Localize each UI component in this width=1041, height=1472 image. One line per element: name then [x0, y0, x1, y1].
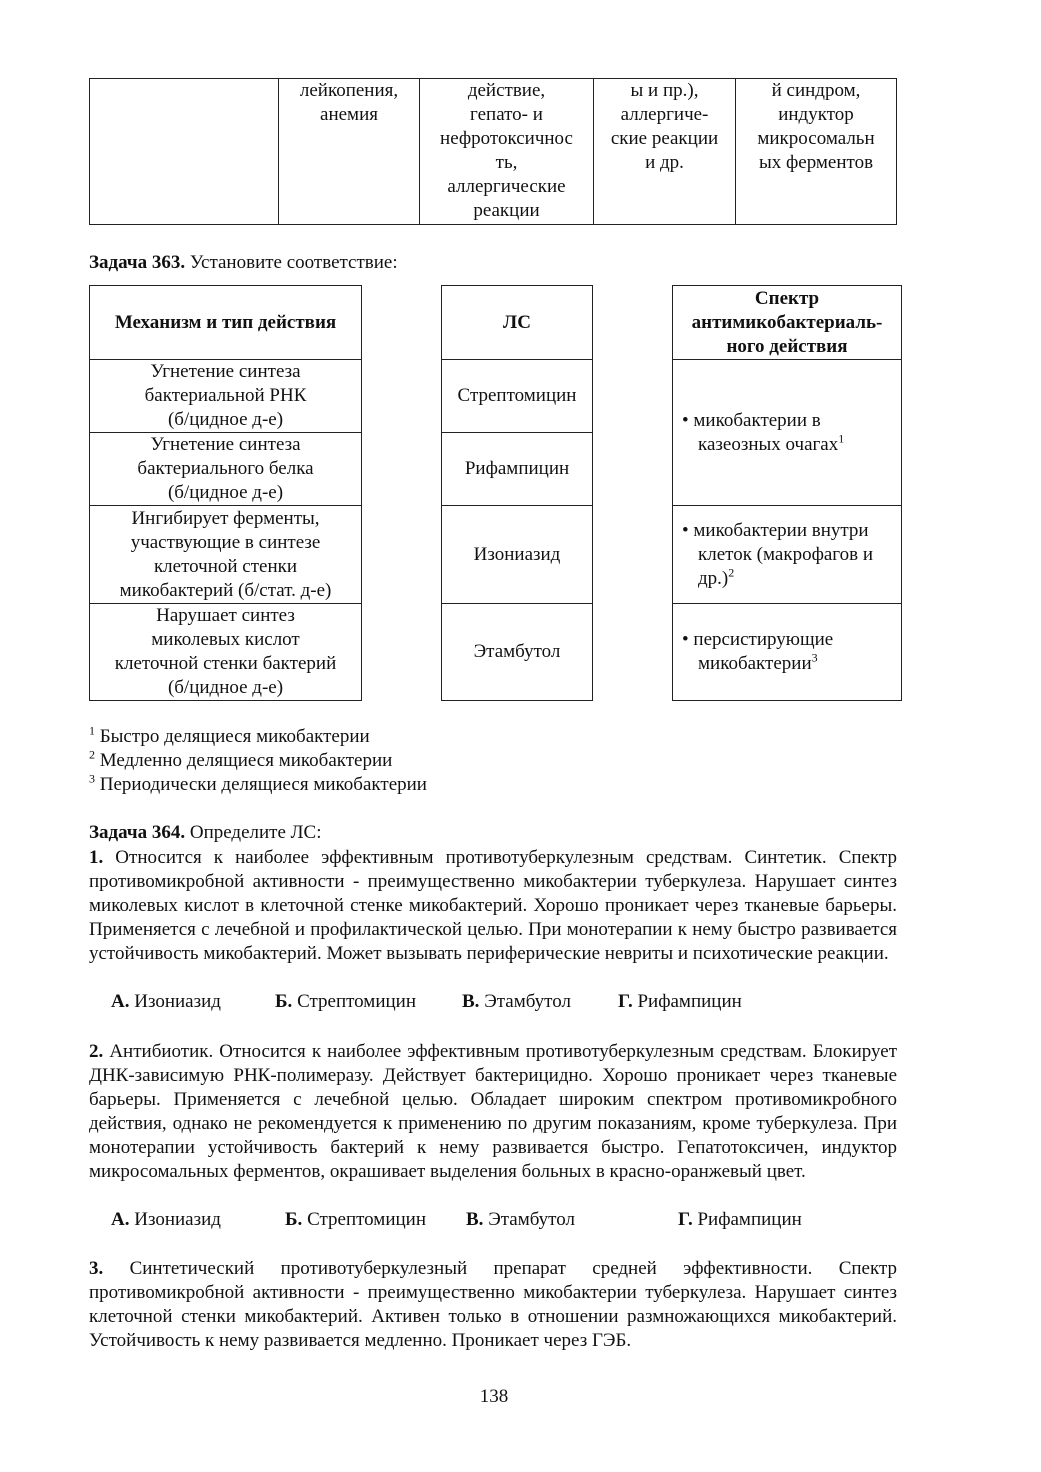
answer-options-2	[111, 1208, 851, 1232]
answer-option[interactable]: Г. Рифампицин	[678, 1209, 802, 1230]
drug-header: ЛС	[442, 286, 593, 360]
page-number: 138	[479, 1386, 509, 1407]
footnote: $^1$ Быстро делящиеся микобактерии	[89, 723, 370, 747]
question-text: Относится к наиболее эффективным противотуберкулезным средствам. Синтетик. Спектр противомикробной активности - преимущественно микобактерии туберкулеза. Нарушает синтез миколевых кислот в клеточной стенке микобактерий. Хорошо проникает через тканевые барьеры. Применяется с лечебной и профилактической целью. При монотерапии к нему быстро развивается устойчивость микобактерий. Может вызывать периферические невриты и психотические реакции.	[89, 847, 897, 964]
table-cell	[90, 79, 279, 225]
table-cell: действие, гепато- и нефротоксичнос ть, аллергические реакции	[420, 79, 594, 225]
table-cell: й синдром, индуктор микросомальн ых ферментов	[736, 79, 897, 225]
answer-option[interactable]: Г. Рифампицин	[618, 991, 742, 1012]
task-364-heading	[89, 822, 322, 844]
mechanism-cell: Угнетение синтеза бактериального белка (б/цидное д-е)	[90, 433, 362, 506]
table-cell: лейкопения, анемия	[279, 79, 420, 225]
mechanism-cell: Ингибирует ферменты, участвующие в синтезе клеточной стенки микобактерий (б/стат. д-е)	[90, 506, 362, 604]
continuation-table	[89, 78, 897, 225]
spectrum-cell: • микобактерии внутри клеток (макрофагов и др.)$^2$	[673, 506, 902, 604]
drug-cell: Рифампицин	[442, 433, 593, 506]
mechanism-cell: Угнетение синтеза бактериальной РНК (б/цидное д-е)	[90, 360, 362, 433]
spectrum-cell: • персистирующие микобактерии$^3$	[673, 604, 902, 701]
task-instruction: Установите соответствие:	[185, 252, 398, 273]
answer-option[interactable]: А. Изониазид	[111, 991, 221, 1012]
answer-option[interactable]: Б. Стрептомицин	[285, 1209, 427, 1230]
answer-option[interactable]: Б. Стрептомицин	[275, 991, 417, 1012]
question-text: Антибиотик. Относится к наиболее эффективным противотуберкулезным средствам. Блокирует ДНК-зависимую РНК-полимеразу. Действует бактерицидно. Хорошо проникает через тканевые барьеры. Применяется с лечебной целью. Обладает широким спектром противомикробного действия, однако не рекомендуется к применению по другим показаниям, кроме туберкулеза. При монотерапии устойчивость бактерий к нему развивается быстро. Гепатотоксичен, индуктор микросомальных ферментов, окрашивает выделения больных в красно-оранжевый цвет.	[89, 1041, 897, 1182]
drug-table	[441, 285, 593, 701]
spectrum-table	[672, 285, 902, 701]
drug-cell: Этамбутол	[442, 604, 593, 701]
footnotes	[89, 725, 427, 797]
drug-cell: Стрептомицин	[442, 360, 593, 433]
footnote: $^3$ Периодически делящиеся микобактерии	[89, 771, 427, 795]
answer-option[interactable]: А. Изониазид	[111, 1209, 221, 1230]
answer-options-1	[111, 990, 811, 1014]
task-label: Задача 363.	[89, 252, 186, 273]
spectrum-header: Спектр антимикобактериаль- ного действия	[673, 286, 902, 360]
spectrum-cell: • микобактерии в казеозных очагах$^1$	[673, 360, 902, 506]
question-1	[89, 846, 897, 966]
footnote: $^2$ Медленно делящиеся микобактерии	[89, 747, 393, 771]
question-text: Синтетический противотуберкулезный препарат средней эффективности. Спектр противомикробной активности - преимущественно микобактерии туберкулеза. Нарушает синтез клеточной стенки микобактерий. Активен только в отношении размножающихся микобактерий. Устойчивость к нему развивается медленно. Проникает через ГЭБ.	[89, 1258, 897, 1351]
task-instruction: Определите ЛС:	[185, 822, 322, 843]
question-3	[89, 1257, 897, 1353]
answer-option[interactable]: В. Этамбутол	[462, 991, 571, 1012]
drug-cell: Изониазид	[442, 506, 593, 604]
mechanism-table	[89, 285, 362, 701]
table-cell: ы и пр.), аллергиче- ские реакции и др.	[594, 79, 736, 225]
question-2	[89, 1040, 897, 1184]
answer-option[interactable]: В. Этамбутол	[466, 1209, 575, 1230]
mechanism-cell: Нарушает синтез миколевых кислот клеточной стенки бактерий (б/цидное д-е)	[90, 604, 362, 701]
question-number: 2.	[89, 1041, 104, 1062]
question-number: 3.	[89, 1258, 104, 1279]
task-label: Задача 364.	[89, 822, 186, 843]
task-363-heading	[89, 252, 398, 274]
question-number: 1.	[89, 847, 104, 868]
mechanism-header: Механизм и тип действия	[90, 286, 362, 360]
